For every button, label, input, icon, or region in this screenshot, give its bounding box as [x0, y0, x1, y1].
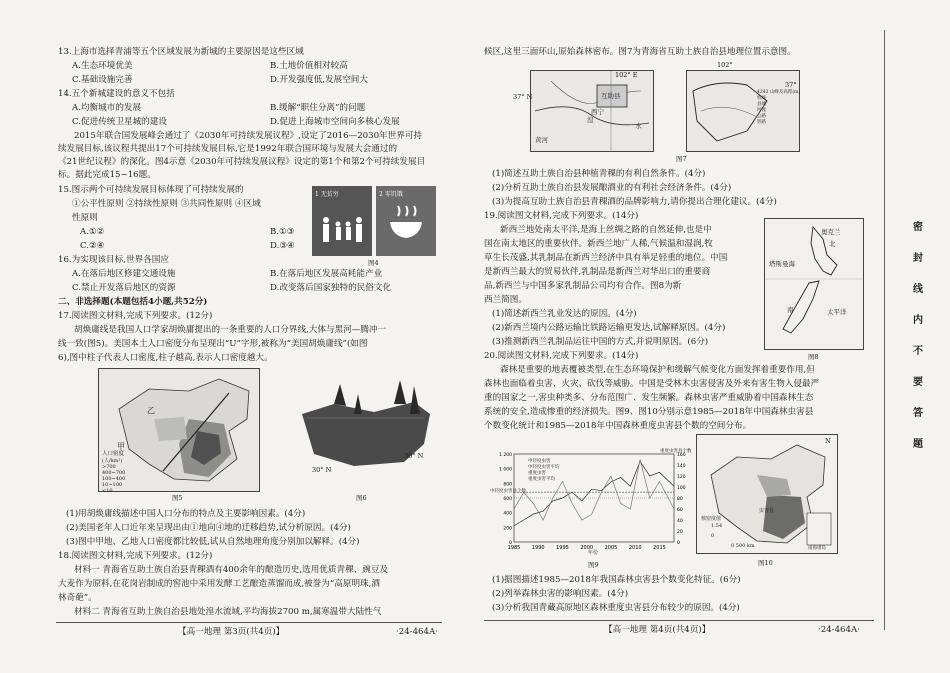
fig7-legend-river: 河流 — [757, 108, 766, 113]
section-2-heading: 二、非选择题(本题包括4小题,共52分) — [58, 297, 208, 307]
q20-material-1: 森林是重要的地表覆被类型,在生态环境保护和缓解气候变化方面发挥着重要作用,但 — [500, 365, 815, 375]
binding-char: 不 — [913, 346, 923, 357]
fig7-legend-peak: 4242 山峰及高程(m) — [757, 90, 801, 95]
q20-material-4: 系统的安全,造成惨重的经济损失。图9、图10分别示意1985—2018年中国森林虫害县 — [484, 407, 814, 417]
q19-material-1: 新西兰地处南太平洋,是海上丝绸之路的自然延伸,也是中 — [500, 225, 712, 235]
fig9-plot — [490, 448, 692, 558]
fig9-x-tick: 1985 — [507, 545, 521, 551]
fig9-legend — [528, 458, 560, 482]
fig9-x-tick: 2015 — [653, 545, 666, 551]
fig9-xlabel: 年份 — [588, 550, 599, 556]
fig10-legend-title: 虫害县 — [759, 508, 775, 514]
fig9-y-tick-right: 140 — [677, 464, 686, 469]
fig8-north-label: 北 — [829, 240, 836, 248]
q16-stem: 16.为实现该目标,世界各国应 — [58, 255, 169, 265]
q14-option-a: A.均衡城市的发展 — [72, 103, 142, 113]
legend-item-4: 10~100 — [102, 482, 123, 488]
fig10-north-label: N — [825, 437, 831, 445]
q18-sub-2: (2)分析互助土族自治县发展酿酒业的有利社会经济条件。(4分) — [492, 183, 732, 193]
q20-material-3: 重的国家之一,害虫种类多、分布范围广、发生频繁。森林虫害严重威胁着中国森林生态 — [484, 393, 814, 403]
left-code: ·24-464A· — [396, 627, 438, 637]
fig7-legend-road: 公路 — [757, 114, 766, 119]
q19-material-6: 西兰简图。 — [484, 295, 527, 305]
q15-option-b: B.①③ — [270, 227, 295, 237]
fig7-lat-label: 37° N — [513, 93, 533, 101]
fig10-density-title: 核密度值 — [701, 516, 722, 522]
fig9-ylabel-left: 中轻度虫害县个数 — [490, 489, 526, 494]
fig10-density-high: 1.54 — [711, 523, 723, 529]
q15-option-a: A.①② — [80, 227, 105, 237]
q18-sub-3: (3)为提高互助土族自治县青稞酒的品牌影响力,请你提出合理化建议。(4分) — [492, 197, 777, 207]
q15-stem: 15.图示两个可持续发展目标体现了可持续发展的 — [58, 185, 244, 195]
region-yi-label: 乙 — [147, 406, 155, 415]
binding-char: 密 — [913, 222, 923, 233]
q16-option-a: A.在落后地区修建交通设施 — [72, 269, 176, 279]
fig10-scale: 0 500 km — [731, 543, 755, 549]
q17-material-1: 胡焕庸线是我国人口学家胡焕庸提出的一条重要的人口分界线,大体与黑河—腾冲一 — [74, 325, 387, 335]
fig10-inset-label: 南海诸岛 — [808, 546, 826, 551]
bowl-icon — [376, 186, 436, 256]
fig9-legend-2: 中轻度虫害平均 — [528, 465, 560, 470]
fig7-county-label: 互助县 — [601, 92, 621, 100]
fig9-y-tick-right: 60 — [677, 508, 683, 513]
q17-material-3: 6),图中柱子代表人口密度,柱子越高,表示人口密度越大。 — [58, 353, 273, 363]
q20-sub-3: (3)分析我国青藏高原地区森林重度虫害县分布较少的原因。(4分) — [492, 603, 740, 613]
fig9-x-tick: 1990 — [531, 545, 545, 551]
fig7-lon-label: 102° E — [615, 71, 638, 79]
q18-material-3: 林奇葩”。 — [58, 593, 97, 603]
fig9-y-tick-right: 20 — [677, 530, 683, 535]
figure-7-right-map — [686, 61, 801, 152]
fig7-huanghe-label: 黄河 — [535, 136, 548, 144]
legend-title: 人口密度 — [102, 451, 125, 457]
q13-option-d: D.开发强度低,发展空间大 — [270, 75, 368, 85]
q20-sub-2: (2)列举森林虫害的影响因素。(4分) — [492, 589, 629, 599]
fig7-city-label: 西宁 — [591, 108, 604, 116]
fig9-y-tick-left: 1 000 — [499, 467, 512, 473]
fig8-sea-label: 塔斯曼海 — [769, 260, 795, 268]
binding-char: 题 — [913, 439, 923, 450]
new-zealand-drawing — [765, 219, 863, 349]
fig10-density-low: 0 — [711, 533, 715, 539]
lat-30n-left: 30° N — [312, 466, 332, 474]
q16-option-b: B.在落后地区发展高耗能产业 — [270, 269, 383, 279]
fig9-y-tick-left: 400 — [503, 511, 512, 517]
right-footer-rule — [484, 620, 874, 621]
legend-item-3: 100~400 — [102, 476, 126, 482]
q18-material-cont: 候区,这里三面环山,原始森林密布。图7为青海省互助土族自治县地理位置示意图。 — [484, 47, 796, 57]
q15-options-cont: 性原则 — [72, 213, 98, 223]
figure-7-caption: 图7 — [676, 155, 687, 163]
q15-options: ①公平性原则 ②持续性原则 ③共同性原则 ④区域 — [72, 199, 261, 209]
fig7-lon-label-2: 102° — [717, 61, 733, 69]
q14-option-b: B.缓解“职住分离”的问题 — [270, 103, 366, 113]
fig7-legend-county: 县城 — [757, 102, 766, 107]
figure-4-caption: 图4 — [368, 259, 379, 267]
fig8-port-label: 奥克兰 — [821, 228, 841, 236]
sdg-2-tile — [376, 186, 436, 256]
binding-char: 答 — [913, 408, 923, 419]
q20-material-5: 个数变化统计和1985—2018年中国森林重度虫害县个数的空间分布。 — [484, 421, 752, 431]
q18-sub-1: (1)简述互助土族自治县种植青稞的有利自然条件。(4分) — [492, 169, 706, 179]
q17-sub-2: (2)美国老年人口近年来呈现出由①地向④地的迁移趋势,试分析原因。(4分) — [66, 523, 351, 533]
q15-option-d: D.③④ — [270, 241, 295, 251]
figure-6-caption: 图6 — [356, 494, 367, 502]
figure-9-caption: 图9 — [588, 561, 599, 569]
fig9-y-tick-right: 160 — [677, 453, 686, 458]
q13-stem: 13.上海市选择青浦等五个区域发展为新城的主要原因是这些区域 — [58, 47, 304, 57]
q18-stem: 18.阅读图文材料,完成下列要求。(12分) — [58, 551, 213, 561]
q19-material-3: 草生长茂盛,其乳制品在新西兰经济中具有举足轻重的地位。中国 — [484, 253, 728, 263]
q19-stem: 19.阅读图文材料,完成下列要求。(14分) — [484, 211, 639, 221]
region-jia-label: 甲 — [117, 442, 125, 451]
family-icon — [312, 186, 372, 256]
binding-char: 封 — [913, 253, 923, 264]
right-footer: 【高一地理 第4页(共4页)】 — [604, 625, 711, 635]
q13-option-c: C.基础设施完善 — [72, 75, 133, 85]
fig9-y-tick-left: 800 — [503, 482, 512, 488]
sdg-1-label: 1 无贫穷 — [315, 191, 339, 198]
q14-option-c: C.促进传统卫星城的建设 — [72, 117, 167, 127]
fig9-x-tick: 2005 — [604, 545, 618, 551]
fig7-river-huang: 湟 — [587, 116, 594, 124]
figure-4 — [312, 186, 436, 256]
binding-char: 要 — [913, 377, 923, 388]
legend-unit: (人/km²) — [102, 458, 123, 464]
fig9-legend-3: 重度虫害 — [528, 471, 546, 476]
figure-5-legend — [102, 449, 142, 494]
q13-option-b: B.土地价值相对较高 — [270, 61, 348, 71]
q17-sub-1: (1)用胡焕庸线描述中国人口分布的特点及主要影响因素。(4分) — [66, 509, 306, 519]
q20-material-2: 森林也面临着虫害、火灾、砍伐等威胁。中国是受林木虫害侵害及外来有害生物入侵最严 — [484, 379, 820, 389]
legend-item-1: >700 — [102, 464, 116, 470]
fig7-legend-airport: 机场 — [757, 96, 766, 101]
q18-material-4: 材料二 青海省互助土族自治县地处湟水流域,平均海拔2700 m,属寒温带大陆性气 — [74, 607, 382, 617]
fig9-y-tick-left: 1 200 — [499, 453, 512, 458]
q14-option-d: D.促进上海城市空间向多核心发展 — [270, 117, 400, 127]
q20-stem: 20.阅读图文材料,完成下列要求。(14分) — [484, 351, 639, 361]
fig7-legend — [757, 89, 800, 125]
q19-material-2: 国在南太地区的重要伙伴。新西兰地广人稀,气候温和湿润,牧 — [484, 239, 713, 249]
q19-sub-3: (3)推测新西兰乳制品运往中国的方式,并说明原因。(6分) — [492, 337, 709, 347]
left-footer: 【高一地理 第3页(共4页)】 — [178, 627, 285, 637]
legend-item-5: <10 — [102, 488, 113, 494]
figure-7-left-map — [513, 70, 654, 152]
fig9-x-tick: 1995 — [556, 545, 569, 551]
fig9-y-tick-left: 600 — [503, 497, 512, 502]
right-code: ·24-464A· — [818, 625, 860, 635]
intro-line-1: 2015年联合国发展峰会通过了《2030年可持续发展议程》,设定了2016—2030年世界可持 — [74, 131, 423, 141]
left-footer-rule — [56, 622, 442, 623]
q16-option-d: D.改变落后国家独特的民俗文化 — [270, 283, 392, 293]
fig9-y-tick-right: 100 — [677, 486, 686, 491]
fig9-y-tick-right: 120 — [677, 475, 686, 480]
figure-10-map — [696, 434, 838, 554]
q14-stem: 14.五个新城建设的意义不包括 — [58, 89, 175, 99]
intro-line-3: 《21世纪议程》的深化。图4示意《2030年可持续发展议程》设定的第1个和第2个可持续发展目 — [58, 157, 426, 167]
fig9-y-tick-left: 200 — [503, 526, 512, 532]
fig9-y-tick-left: 0 — [509, 541, 512, 546]
q17-sub-3: (3)图中甲地、乙地人口密度都比较低,试从自然地理角度分别加以解释。(4分) — [66, 537, 360, 547]
china-pest-drawing — [697, 435, 837, 553]
figure-9-chart — [490, 448, 692, 558]
figure-8-map — [764, 218, 864, 350]
q17-stem: 17.阅读图文材料,完成下列要求。(12分) — [58, 311, 213, 321]
sdg-2-label: 2 零饥饿 — [379, 191, 403, 198]
q19-sub-2: (2)新西兰境内公路运输比铁路运输更发达,试解释原因。(4分) — [492, 323, 726, 333]
q15-option-c: C.②④ — [80, 241, 105, 251]
sdg-1-tile — [312, 186, 372, 256]
figure-5-map — [98, 368, 260, 492]
fig7-river-shui: 水 — [635, 122, 642, 130]
q19-sub-1: (1)简述新西兰乳业发达的原因。(4分) — [492, 309, 637, 319]
q18-material-2: 大麦作为原料,在花岗岩制成的窖池中采用发酵工艺酿造蒸馏而成,被誉为“高原明珠,酒 — [58, 579, 380, 589]
figure-8-caption: 图8 — [808, 353, 819, 361]
fig9-y-tick-right: 80 — [677, 497, 683, 502]
intro-line-2: 续发展目标,该议程共提出17个可持续发展目标,它是1992年联合国环境与发展大会通过的 — [58, 144, 398, 154]
binding-char: 线 — [913, 284, 923, 295]
legend-item-2: 400~700 — [102, 470, 126, 476]
q20-sub-1: (1)据图描述1985—2018年我国森林虫害县个数变化特征。(6分) — [492, 575, 741, 585]
fig9-y-tick-right: 0 — [677, 541, 680, 546]
fig8-ocean-label: 太平洋 — [827, 308, 847, 316]
q13-option-a: A.生态环境优美 — [72, 61, 133, 71]
lat-30n-right: 30° N — [404, 452, 424, 460]
fig8-south-label: 南 — [787, 306, 794, 314]
fig9-legend-1: 中轻度虫害 — [528, 459, 551, 464]
fig9-legend-4: 重度虫害平均 — [528, 477, 555, 482]
figure-10-caption: 图10 — [758, 559, 773, 567]
q19-material-5: 品,新西兰与中国多家乳制品公司均有合作。图8为新 — [484, 281, 682, 291]
binding-line — [884, 30, 885, 630]
fig9-x-tick: 2010 — [628, 545, 642, 551]
q19-material-4: 是新西兰最大的贸易伙伴,乳制品是新西兰对华出口的重要商 — [484, 267, 711, 277]
fig9-ylabel-right: 重度虫害县个数 — [660, 449, 692, 454]
figure-5-caption: 图5 — [172, 494, 183, 502]
figure-6-map — [294, 374, 434, 490]
fig9-y-tick-right: 40 — [677, 519, 683, 524]
q17-material-2: 线一致(图5)。美国本土人口密度分布呈现出“U”字形,被称为“美国胡焕庸线”(如图 — [58, 339, 368, 349]
fig9-x-tick: 2000 — [580, 545, 594, 551]
q16-option-c: C.禁止开发落后地区的资源 — [72, 283, 176, 293]
fig7-lat-label-2: 37° — [785, 81, 797, 89]
q18-material-1: 材料一 青海省互助土族自治县青稞酒有400余年的酿造历史,选用优质青稞、豌豆及 — [74, 565, 389, 575]
intro-line-4: 标。据此完成15~16题。 — [58, 170, 156, 180]
fig7-legend-rail: 铁路 — [757, 120, 766, 125]
binding-char: 内 — [913, 315, 923, 326]
